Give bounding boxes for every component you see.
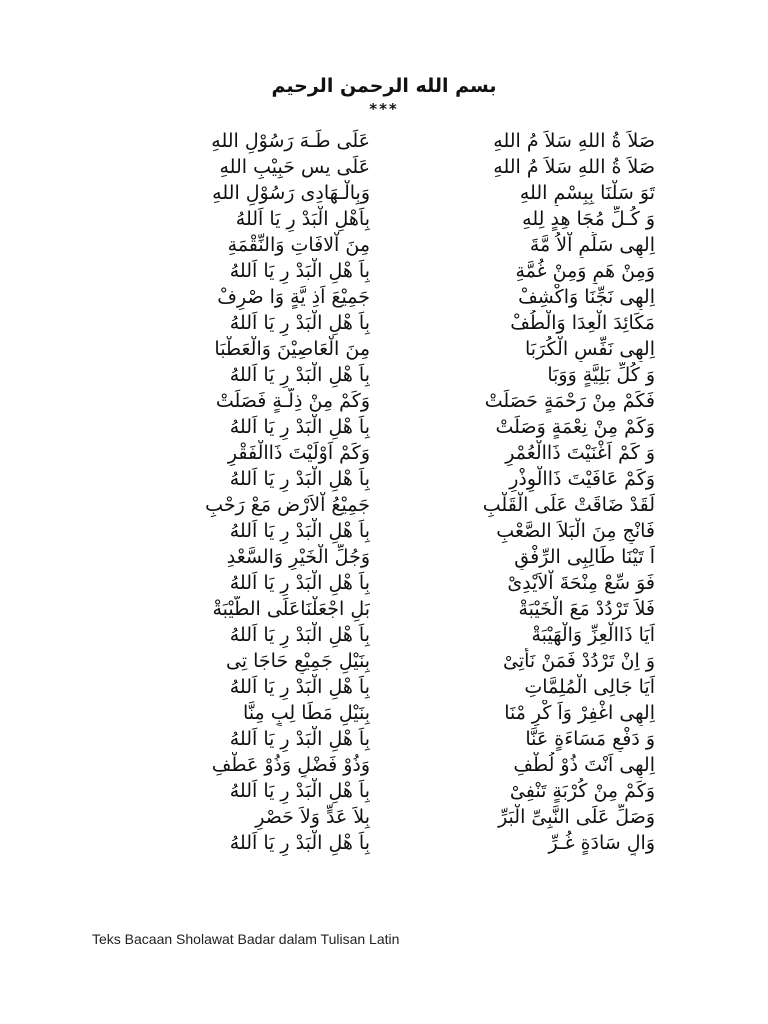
- verse-line-left: بِاَ هْلِ الْبَدْ رِ يَا اَللهُ: [229, 520, 370, 542]
- verse-line-left: وَذُوْ فَضْلٍ وَذُوْ عَطْفِ: [211, 754, 370, 776]
- verse-line-right: لَقَدْ ضَاقَتْ عَلَى الْقَلْبِ: [482, 494, 655, 516]
- verse-column-right: [410, 128, 655, 856]
- verse-line-right: وَكَمْ مِنْ نِعْمَةٍ وَصَلَتْ: [495, 416, 655, 438]
- verse-line-right: اَ تَيْنَا طَالِبِى الرِّفْقِ: [514, 546, 655, 568]
- verse-line-right: اِلهِى نَفِّسِ الْكُرَبَا: [525, 338, 655, 360]
- verse-line-left: بِاَ هْلِ الْبَدْ رِ يَا اَللهُ: [229, 364, 370, 386]
- verse-line-right: صَلاَ ةُ اللهِ سَلاَ مُ اللهِ: [493, 156, 655, 178]
- verse-line-right: اِلهِى سَلِّمِ اْلاُ مَّةَ: [529, 234, 655, 256]
- verse-line-left: بِاَ هْلِ الْبَدْ رِ يَا اَللهُ: [229, 260, 370, 282]
- verse-line-right: فَوَ سِّعْ مِنْحَةَ اْلاَيْدِىْ: [507, 572, 655, 594]
- verse-line-right: اَيَا ذَاالْعِزِّ وَالْهَيْبَةْ: [531, 624, 655, 646]
- verse-line-left: عَلَى طَـهَ رَسُوْلِ اللهِ: [211, 130, 370, 152]
- verse-line-left: بِلاَ عَدٍّ وَلاَ حَصْرِ: [255, 806, 370, 828]
- verse-line-right: وَكَمْ عَافَيْتَ ذَاالْوِذْرِ: [509, 468, 655, 490]
- verse-line-left: جَمِيْعَ اَذِ يَّةٍ وَا صْرِفْ: [217, 286, 370, 308]
- verse-line-left: بِاَ هْلِ الْبَدْ رِ يَا اَللهُ: [229, 468, 370, 490]
- verse-line-right: اَيَا جَالِى الْمُلِمَّاتِ: [524, 676, 655, 698]
- verse-line-left: بِاَ هْلِ الْبَدْ رِ يَا اَللهُ: [229, 416, 370, 438]
- verse-line-right: اِلهِى اغْفِرْ وَاَ كْرِ مْنَا: [504, 702, 655, 724]
- verse-line-left: مِنَ اْلافَاتِ وَالنِّقْمَةِ: [227, 234, 370, 256]
- verse-line-right: اِلهِى نَجِّنَا وَاكْشِفْ: [518, 286, 655, 308]
- verse-line-right: وَ كَمْ اَغْنَيْتَ ذَاالْعُمْرِ: [505, 442, 655, 464]
- verse-line-left: بِاَهْلِ الْبَدْ رِ يَا اَللهُ: [235, 208, 370, 230]
- verse-line-right: وَ دَفْعِ مَسَاءَةٍ عَنَّا: [525, 728, 655, 750]
- verse-line-left: بِاَ هْلِ الْبَدْ رِ يَا اَللهُ: [229, 572, 370, 594]
- verse-line-right: وَكَمْ مِنْ كُرْبَةٍ تَنْفِىْ: [509, 780, 655, 802]
- verse-line-right: وَصَلِّ عَلَى النَّبِىِّ الْبَرِّ: [498, 806, 655, 828]
- verse-line-left: بَلِ اجْعَلْنَاعَلَى الطَّيْبَةْ: [212, 598, 370, 620]
- verse-line-left: بِاَ هْلِ الْبَدْ رِ يَا اَللهُ: [229, 728, 370, 750]
- verse-line-right: فَلاَ تَرْدُدْ مَعَ الْخَيْبَةْ: [518, 598, 655, 620]
- verse-line-left: وَجُلِّ الْخَيْرِ وَالسَّعْدِ: [226, 546, 370, 568]
- verse-line-left: بِاَ هْلِ الْبَدْ رِ يَا اَللهُ: [229, 312, 370, 334]
- verse-column-left: [105, 128, 370, 856]
- verse-line-right: وَ كُـلِّ مُجَا هِدٍ لِلهِ: [522, 208, 655, 230]
- verse-line-right: تَوَ سَلْنَا بِبِسْمِ اللهِ: [519, 182, 655, 204]
- verse-line-right: صَلاَ ةُ اللهِ سَلاَ مُ اللهِ: [493, 130, 655, 152]
- verse-line-right: فَانْجِ مِنَ الْبَلاَ الصَّعْبِ: [496, 520, 655, 542]
- verse-line-left: بِاَ هْلِ الْبَدْ رِ يَا اَللهُ: [229, 780, 370, 802]
- verse-line-right: وَمِنْ هَمٍ وَمِنْ غُمَّةِ: [515, 260, 655, 282]
- verse-line-right: اِلهِى اَنْتَ ذُوْ لُطْفِ: [513, 754, 655, 776]
- verse-line-left: مِنَ الْعَاصِيْنَ وَالْعَطْبَا: [214, 338, 370, 360]
- verse-line-left: وَبِالْـهَادِى رَسُوْلِ اللهِ: [212, 182, 370, 204]
- verse-line-left: بِنَيْلِ جَمِيْعِ حَاجَا تِى: [225, 650, 370, 672]
- verse-line-left: بِاَ هْلِ الْبَدْ رِ يَا اَللهُ: [229, 832, 370, 854]
- verse-line-left: جَمِيْعُ اْلاَرْضِ مَعْ رَحْبِ: [205, 494, 370, 516]
- caption: Teks Bacaan Sholawat Badar dalam Tulisan Latin: [92, 931, 400, 947]
- verse-line-right: وَ كُلِّ بَلِيَّةٍ وَوَبَا: [547, 364, 655, 386]
- verse-line-left: بِاَ هْلِ الْبَدْ رِ يَا اَللهُ: [229, 676, 370, 698]
- verse-line-right: وَالٍ سَادَةٍ غُـرِّ: [548, 832, 655, 854]
- verse-line-left: بِاَ هْلِ الْبَدْ رِ يَا اَللهُ: [229, 624, 370, 646]
- verse-line-left: بِنَيْلِ مَطَا لِبٍ مِنَّا: [243, 702, 370, 724]
- verse-line-right: فَكَمْ مِنْ رَحْمَةٍ حَصَلَتْ: [484, 390, 655, 412]
- verse-line-right: مَكَائِدَ الْعِدَا وَالْطُفْ: [510, 312, 655, 334]
- ornament-stars: ***: [369, 100, 399, 118]
- verse-line-left: وَكَمْ اَوْلَيْتَ ذَاالْفَقْرِ: [227, 442, 370, 464]
- verse-line-left: عَلَى يس حَبِيْبِ اللهِ: [219, 156, 370, 178]
- verse-line-right: وَ اِنْ تَرْدُدْ فَمَنْ نَأْتِىْ: [503, 650, 655, 672]
- verse-line-left: وَكَمْ مِنْ ذِلَّـةٍ فَصَلَتْ: [215, 390, 370, 412]
- page-title: بسم الله الرحمن الرحيم: [271, 75, 497, 97]
